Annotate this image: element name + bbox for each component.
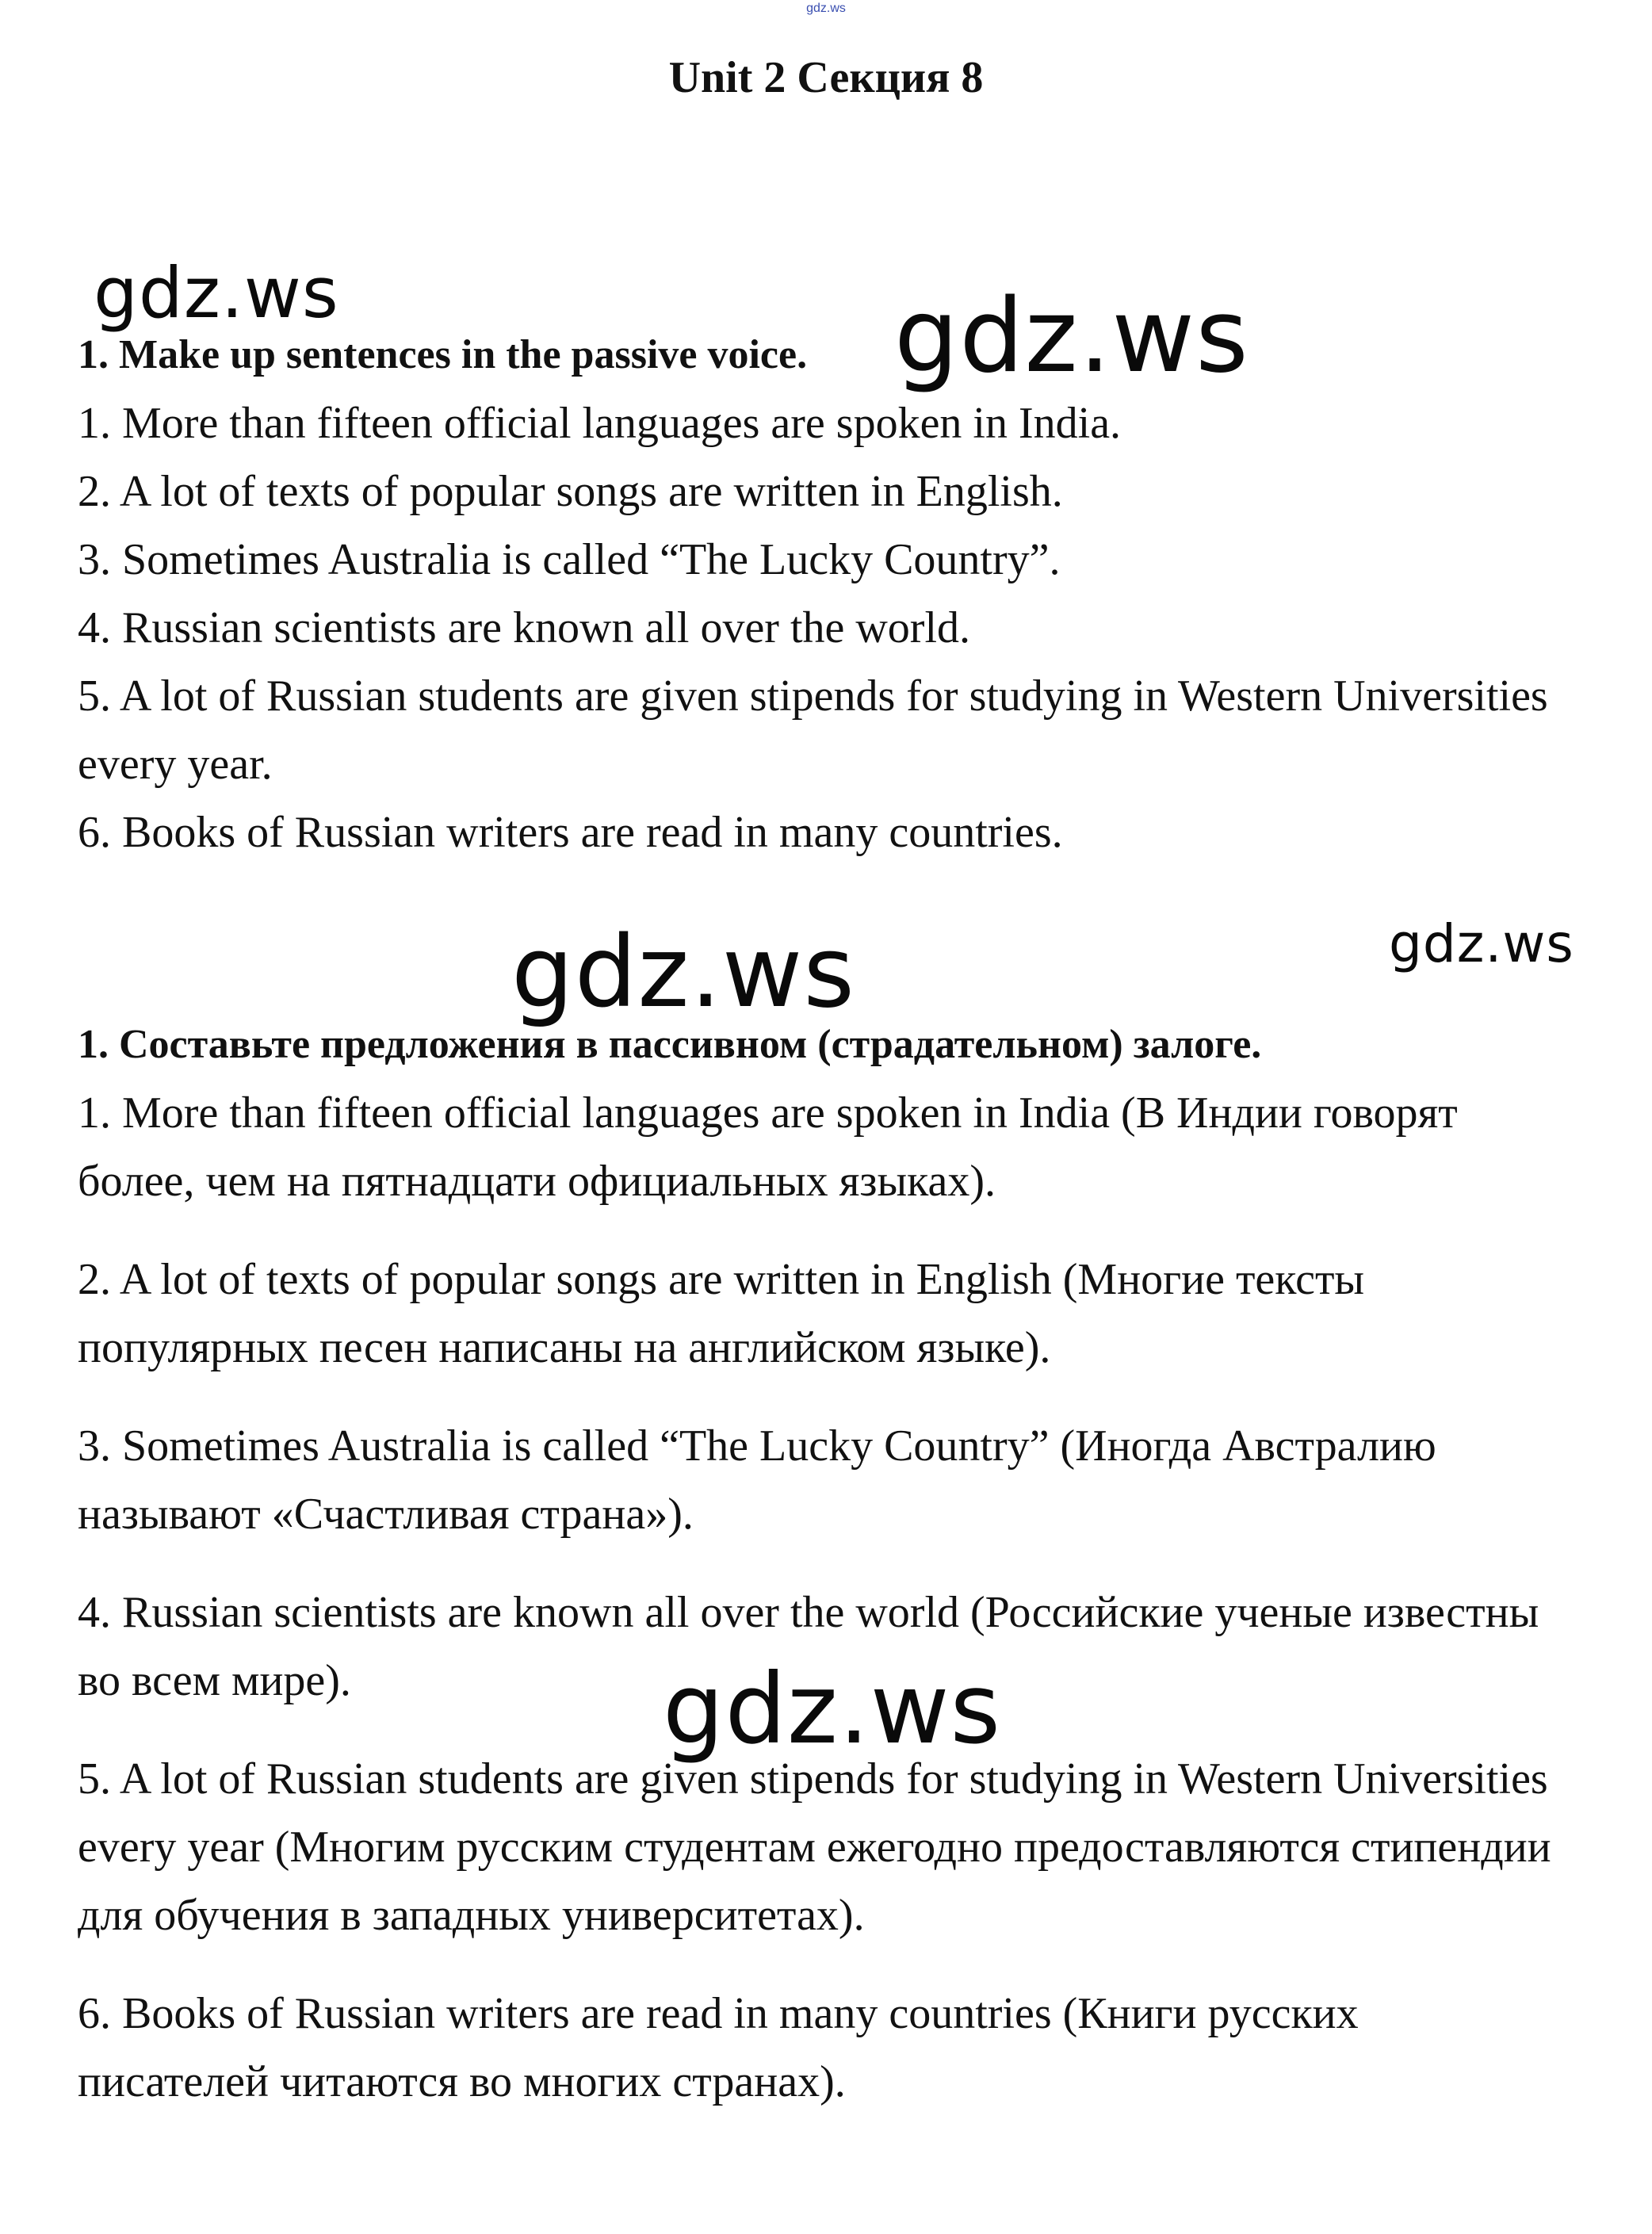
sentence-line: 1. More than fifteen official languages are spoken in India. [78,399,1122,448]
watermark-text: gdz.ws [94,252,339,334]
paragraph-line: 1. More than fifteen official languages are spoken in India (В Индии говорят [78,1088,1458,1138]
paragraph-line: 3. Sometimes Australia is called “The Lucky Country” (Иногда Австралию [78,1421,1436,1471]
translation-paragraph [78,1079,1623,1215]
paragraph-line: во всем мире). [78,1656,351,1705]
sentence-line: every year. [78,740,273,789]
sentence-line: 2. A lot of texts of popular songs are written in English. [78,467,1063,516]
section-english [78,321,1623,866]
watermark-text: gdz.ws [1389,913,1574,974]
paragraph-line: для обучения в западных университетах). [78,1891,865,1940]
paragraph-line: 4. Russian scientists are known all over the world (Российские ученые известны [78,1588,1539,1637]
paragraph-line: 2. A lot of texts of popular songs are written in English (Многие тексты [78,1255,1365,1304]
sentence-line: 5. A lot of Russian students are given stipends for studying in Western Universities [78,671,1548,721]
paragraph-line: писателей читаются во многих странах). [78,2057,846,2106]
sentence-line: 4. Russian scientists are known all over the world. [78,603,971,652]
translation-paragraph [78,1245,1623,1382]
paragraph-line: every year (Многим русским студентам ежегодно предоставляются стипендии [78,1823,1551,1872]
section-heading-english: 1. Make up sentences in the passive voice. [78,332,808,377]
watermark-text: gdz.ws [511,916,855,1030]
sentence-line: 6. Books of Russian writers are read in many countries. [78,808,1063,857]
paragraph-line: называют «Счастливая страна»). [78,1490,694,1539]
translation-paragraph [78,1412,1623,1548]
paragraph-line: более, чем на пятнадцати официальных языках). [78,1157,996,1206]
paragraph-line: популярных песен написаны на английском языке). [78,1323,1051,1372]
paragraph-line: 6. Books of Russian writers are read in many countries (Книги русских [78,1989,1359,2038]
page-title: Unit 2 Секция 8 [668,53,984,102]
watermark-text: gdz.ws [663,1653,1002,1765]
translation-paragraph [78,1980,1623,2116]
translation-paragraph [78,1745,1623,1949]
sentence-line: 3. Sometimes Australia is called “The Lucky Country”. [78,535,1061,584]
paragraph-line: 5. A lot of Russian students are given stipends for studying in Western Universities [78,1754,1548,1804]
section-heading-russian: 1. Составьте предложения в пассивном (страдательном) залоге. [78,1022,1262,1067]
top-watermark: gdz.ws [806,2,846,15]
section-russian [78,1011,1623,2116]
watermark-text: gdz.ws [894,277,1249,396]
